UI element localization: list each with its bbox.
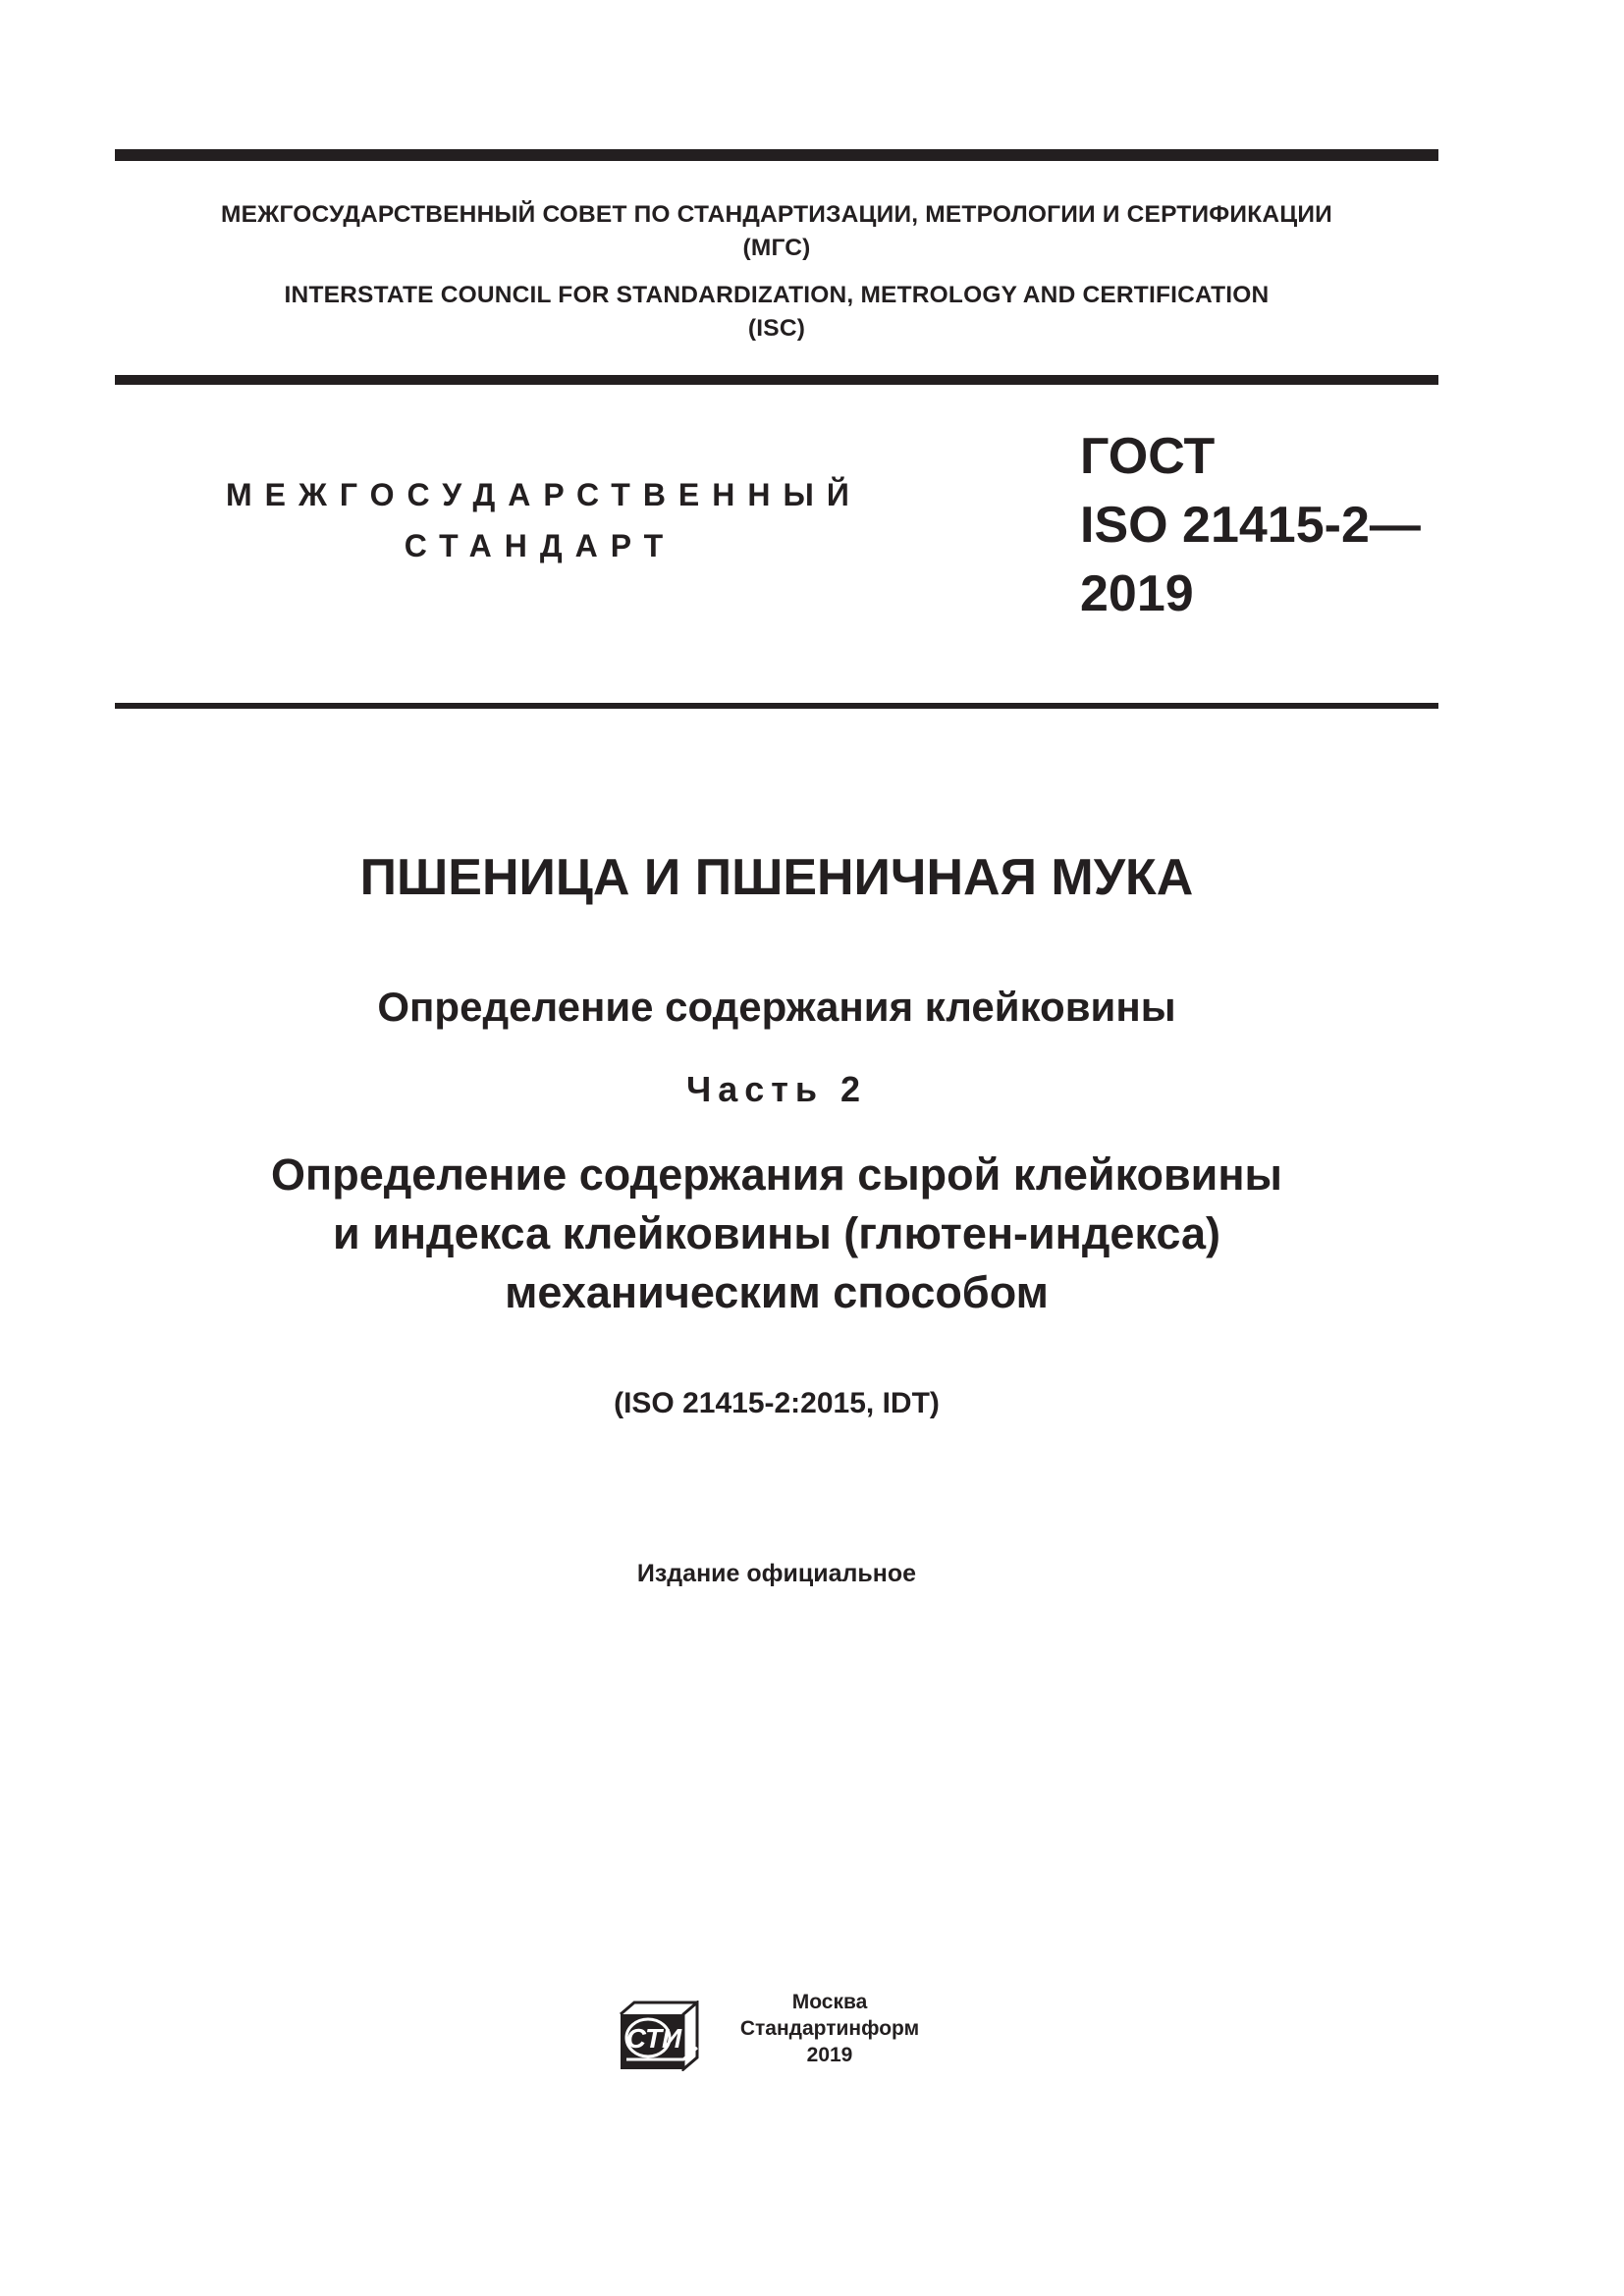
council-abbr-en: (ISC)	[747, 315, 806, 343]
designation-line2: ISO 21415-2—	[1080, 497, 1421, 554]
part-number: Часть 2	[685, 1069, 868, 1109]
publisher-info	[727, 1989, 933, 2068]
designation-line3: 2019	[1080, 565, 1194, 622]
svg-text:СТИ: СТИ	[625, 2023, 682, 2054]
part-title-line3: механическим способом	[505, 1267, 1049, 1317]
subtitle: Определение содержания клейковины	[377, 984, 1176, 1030]
standard-type-line2: СТАНДАРТ	[404, 528, 677, 563]
publisher-city: Москва	[791, 1991, 868, 2013]
standartinform-logo-icon	[619, 2001, 709, 2071]
part-title	[115, 1146, 1438, 1322]
council-name-en-line1: INTERSTATE COUNCIL FOR STANDARDIZATION, METROLOGY AND CERTIFICATION	[284, 282, 1270, 308]
standard-type	[226, 469, 862, 571]
standard-designation	[1080, 422, 1421, 628]
publisher-year: 2019	[806, 2044, 853, 2066]
council-abbr-ru: (МГС)	[742, 235, 811, 262]
main-title: ПШЕНИЦА И ПШЕНИЧНАЯ МУКА	[359, 849, 1194, 906]
top-divider	[115, 149, 1438, 161]
standard-type-line1: МЕЖГОСУДАРСТВЕННЫЙ	[226, 477, 862, 512]
part-title-line1: Определение содержания сырой клейковины	[271, 1149, 1282, 1200]
council-name-ru	[115, 198, 1438, 266]
header-divider	[115, 375, 1438, 385]
iso-reference: (ISO 21415-2:2015, IDT)	[614, 1387, 940, 1419]
council-name-ru-line1: МЕЖГОСУДАРСТВЕННЫЙ СОВЕТ ПО СТАНДАРТИЗАЦИИ, МЕТРОЛОГИИ И СЕРТИФИКАЦИИ	[221, 201, 1332, 228]
council-name-en	[115, 279, 1438, 347]
designation-divider	[115, 703, 1438, 709]
edition-note: Издание официальное	[636, 1560, 917, 1587]
part-title-line2: и индекса клейковины (глютен-индекса)	[333, 1208, 1220, 1258]
designation-line1: ГОСТ	[1080, 428, 1216, 485]
publisher-name: Стандартинформ	[739, 2017, 920, 2040]
